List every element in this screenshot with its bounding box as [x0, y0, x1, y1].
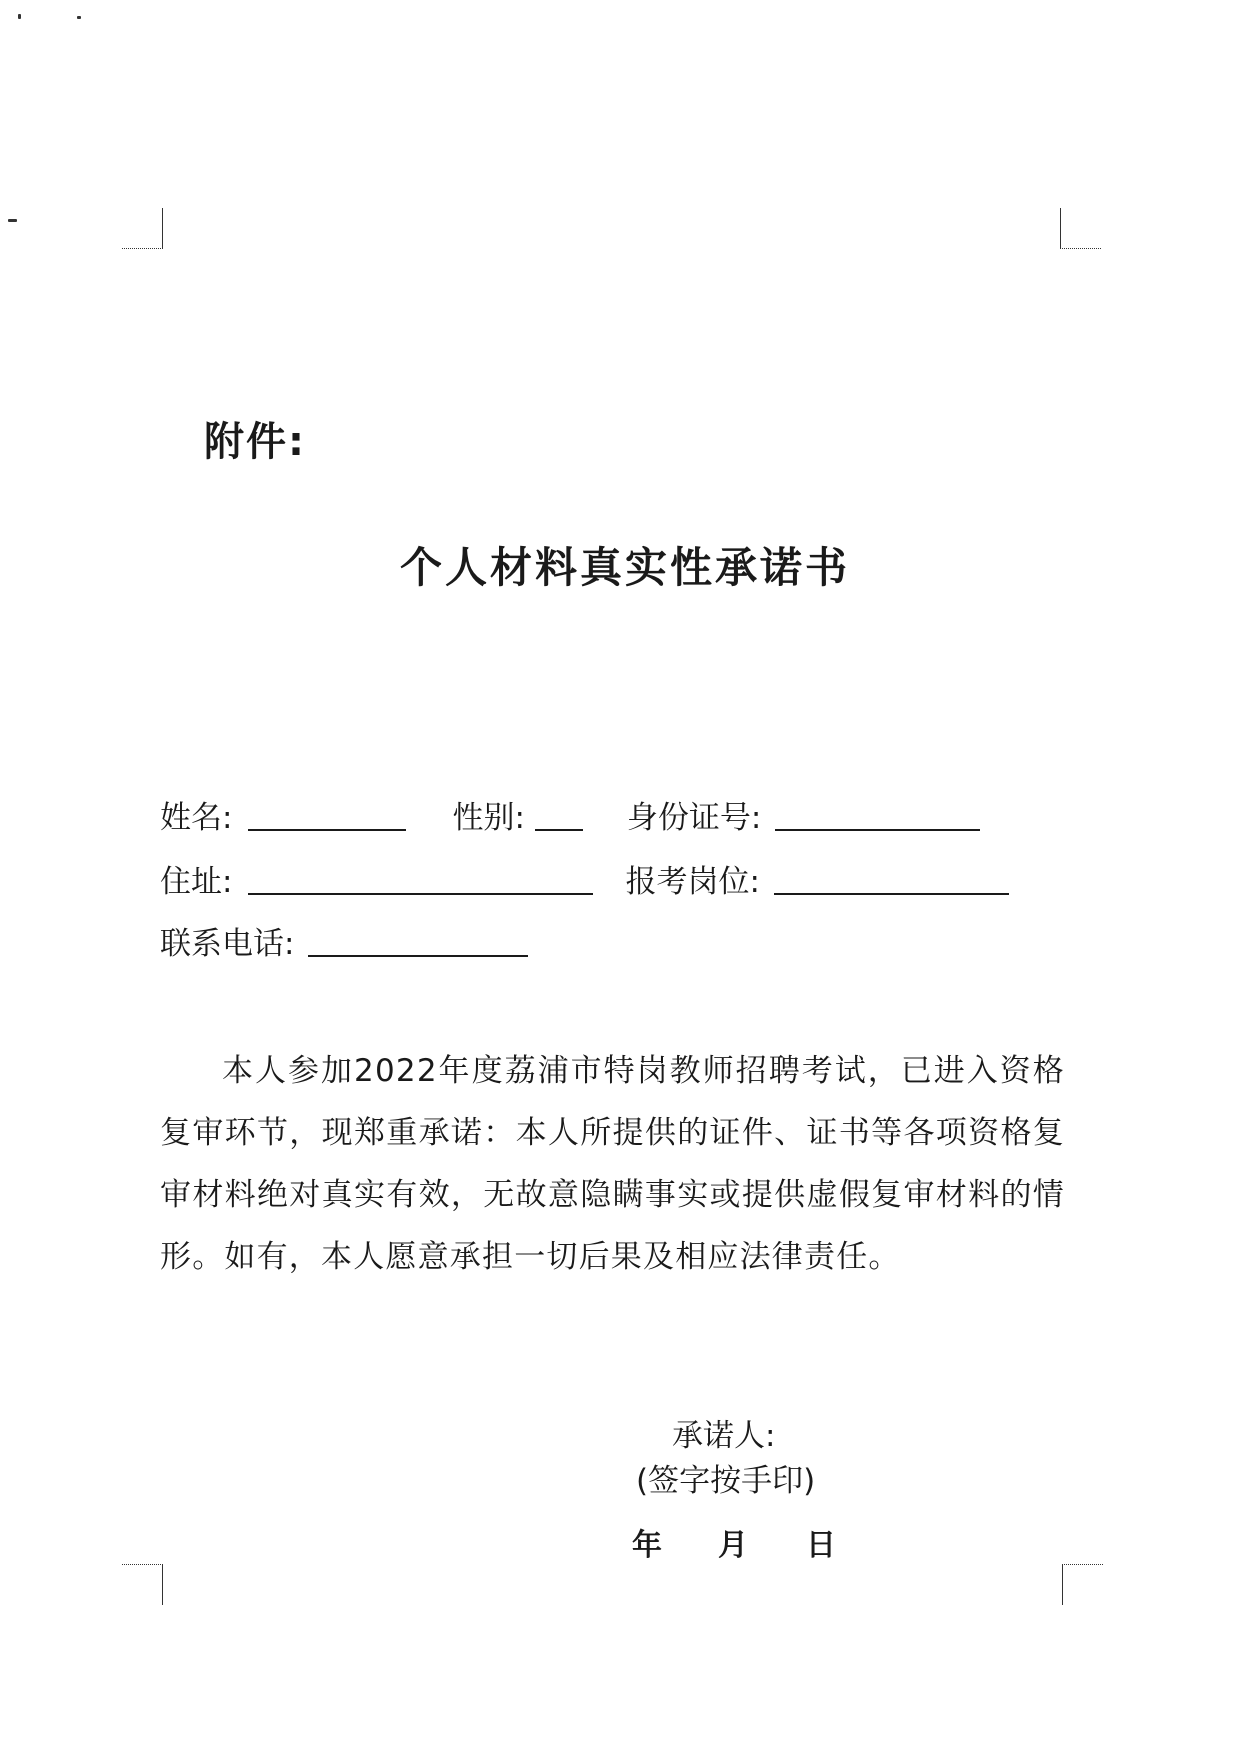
id-number-label: 身份证号:	[626, 800, 762, 836]
commitment-paragraph: 本人参加2022年度荔浦市特岗教师招聘考试，已进入资格复审环节，现郑重承诺：本人所提供的证件、证书等各项资格复审材料绝对真实有效，无故意隐瞒事实或提供虚假复审材料的情形。如有，本人愿意承担一切后果及相应法律责任。	[160, 1053, 1065, 1275]
gender-blank[interactable]	[535, 828, 583, 831]
info-row-1	[160, 792, 980, 837]
name-blank[interactable]	[248, 828, 406, 831]
year-label: 年	[632, 1528, 662, 1563]
info-row-2	[160, 856, 1009, 901]
attachment-label: 附件:	[204, 419, 306, 465]
phone-blank[interactable]	[308, 954, 528, 957]
day-label: 日	[806, 1528, 836, 1563]
address-field	[160, 856, 593, 901]
scan-speck	[18, 14, 21, 19]
promiser-label: 承诺人:	[672, 1418, 776, 1454]
month-label: 月	[718, 1528, 748, 1563]
id-number-field	[627, 792, 980, 837]
id-number-blank[interactable]	[775, 828, 980, 831]
phone-label: 联系电话:	[160, 926, 295, 962]
address-label: 住址:	[160, 864, 233, 900]
scan-speck	[8, 219, 17, 222]
position-blank[interactable]	[774, 892, 1009, 895]
scan-speck	[77, 16, 81, 19]
crop-mark-bottom-right	[1062, 1564, 1103, 1605]
name-label: 姓名:	[160, 800, 233, 836]
date-line	[632, 1520, 836, 1564]
phone-field	[160, 918, 528, 963]
position-field	[625, 856, 1008, 901]
document-title: 个人材料真实性承诺书	[399, 543, 850, 592]
gender-label: 性别:	[452, 800, 525, 836]
crop-mark-bottom-left	[122, 1564, 163, 1605]
name-field	[160, 792, 406, 837]
gender-field	[452, 792, 582, 837]
crop-mark-top-left	[122, 208, 163, 249]
info-row-3	[160, 918, 528, 963]
sign-note: (签字按手印)	[636, 1463, 816, 1499]
position-label: 报考岗位:	[625, 864, 760, 900]
crop-mark-top-right	[1060, 208, 1101, 249]
address-blank[interactable]	[248, 892, 593, 895]
